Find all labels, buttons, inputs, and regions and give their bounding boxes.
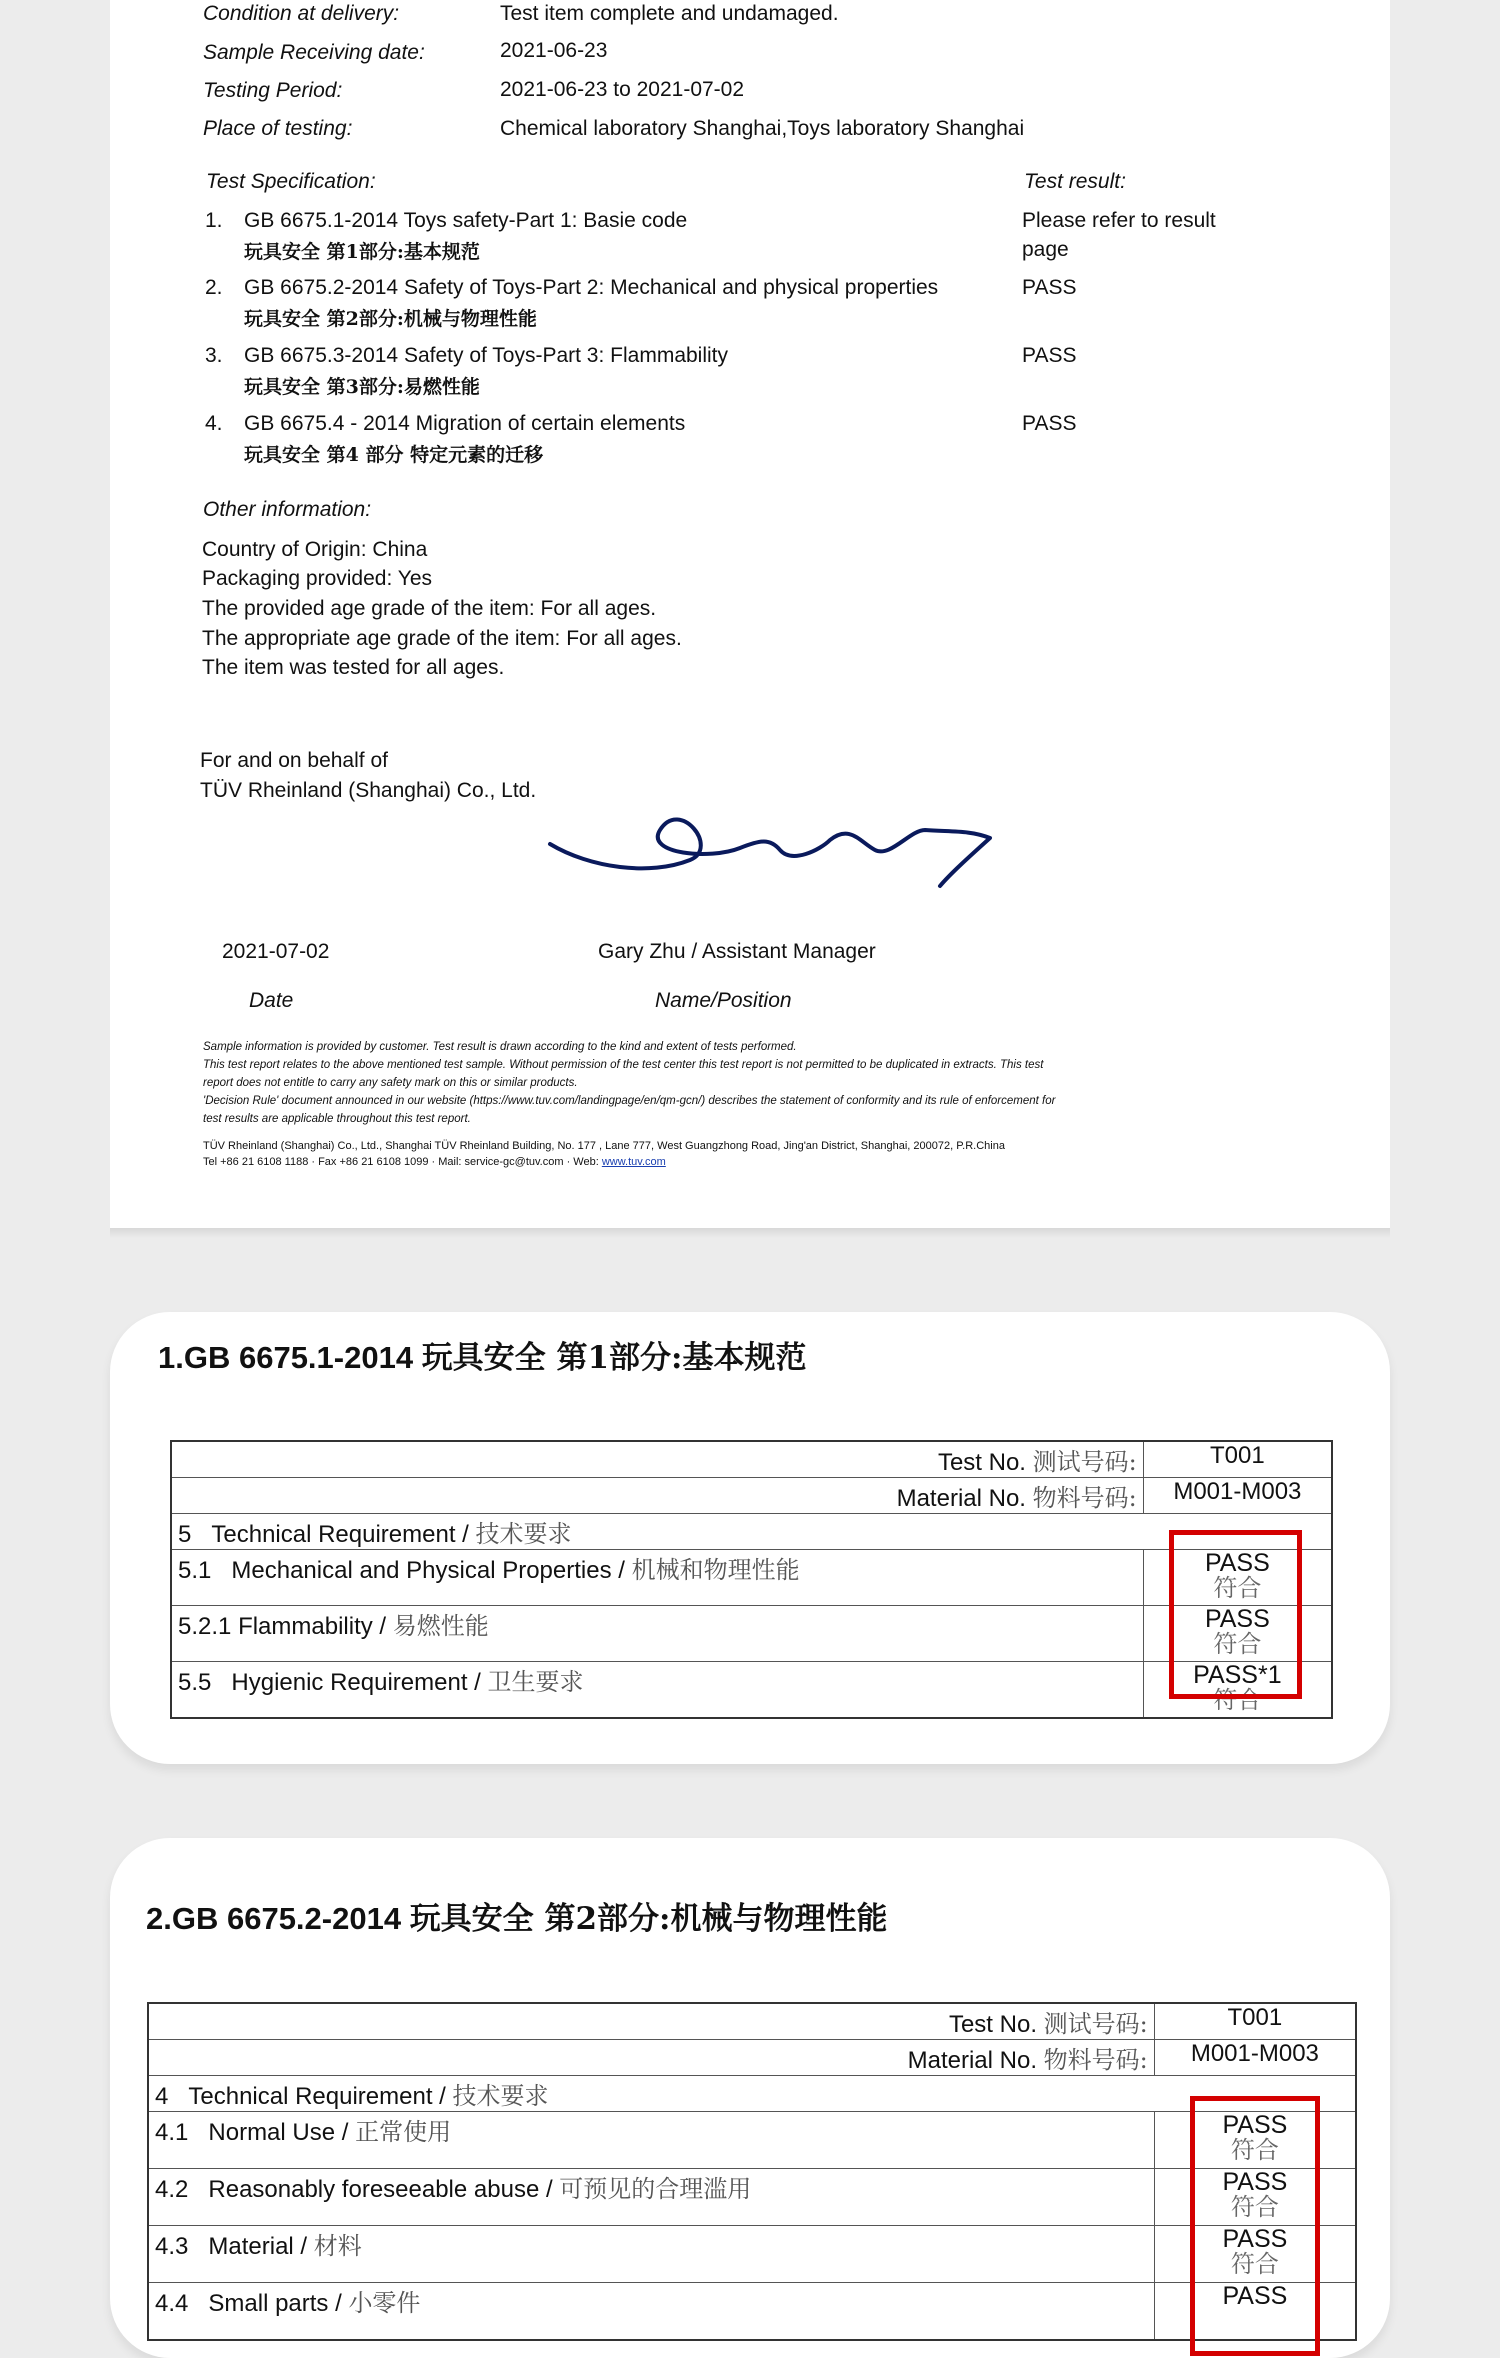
- material-row: [171, 1478, 1332, 1514]
- field-label-testing-period: Testing Period:: [203, 79, 343, 102]
- spec-result: PASS: [1022, 276, 1077, 299]
- section-title-zh: 技术要求: [475, 1520, 572, 1548]
- company-address: [203, 1138, 1005, 1170]
- table-row: [171, 1662, 1332, 1718]
- material-label: Material No.: [896, 1485, 1033, 1512]
- table-row: [171, 1606, 1332, 1662]
- result-text: PASS: [1204, 1605, 1270, 1633]
- pass-highlight-box: [1169, 1530, 1302, 1699]
- behalf-line: For and on behalf of: [200, 749, 388, 772]
- row-title: Mechanical and Physical Properties /: [231, 1557, 632, 1584]
- row-num: 4.2: [155, 2176, 189, 2203]
- row-title: Material /: [208, 2233, 314, 2260]
- spec-title: GB 6675.4 - 2014 Migration of certain elements: [244, 412, 686, 435]
- card-title-zh: 玩具安全 第2部分:机械与物理性能: [409, 1901, 888, 1937]
- material-value: M001-M003: [1154, 2040, 1356, 2076]
- disclaimer-line: report does not entitle to carry any safety mark on this or similar products.: [203, 1077, 578, 1089]
- row-title: Flammability /: [238, 1613, 393, 1640]
- spec-num: 3.: [205, 344, 223, 367]
- other-info-line: Packaging provided: Yes: [202, 567, 433, 590]
- result-text-zh: 符合: [1230, 2250, 1279, 2278]
- row-title-zh: 正常使用: [355, 2118, 452, 2146]
- test-no-label-zh: 测试号码:: [1043, 2010, 1148, 2038]
- material-label-zh: 物料号码:: [1032, 1484, 1137, 1512]
- result-text-zh: 符合: [1213, 1630, 1262, 1658]
- spec-result-cont: page: [1022, 238, 1069, 261]
- sign-date: 2021-07-02: [222, 940, 330, 963]
- test-no-label: Test No.: [948, 2011, 1044, 2038]
- row-num: 4.4: [155, 2290, 189, 2317]
- row-title-zh: 卫生要求: [487, 1668, 584, 1696]
- pass-highlight-box: [1190, 2096, 1320, 2356]
- other-info-line: The provided age grade of the item: For all ages.: [202, 597, 657, 620]
- row-title-zh: 易燃性能: [392, 1612, 489, 1640]
- field-value-testing-period: 2021-06-23 to 2021-07-02: [500, 78, 745, 101]
- result-table: [170, 1440, 1333, 1719]
- row-num: 4.1: [155, 2119, 189, 2146]
- row-num: 5.2.1: [178, 1613, 232, 1640]
- result-text-zh: 符合: [1213, 1686, 1262, 1714]
- field-label-receiving-date: Sample Receiving date:: [203, 41, 425, 64]
- sign-name: Gary Zhu / Assistant Manager: [598, 940, 876, 963]
- disclaimer-line: 'Decision Rule' document announced in our website (https://www.tuv.com/landingpage/en/qm-gcn/) describes the statement of conformity and its rule of enforcement for: [203, 1095, 1056, 1107]
- row-num: 5.1: [178, 1557, 212, 1584]
- row-title-zh: 小零件: [348, 2289, 421, 2317]
- name-caption: Name/Position: [655, 989, 792, 1012]
- other-info-line: The item was tested for all ages.: [202, 656, 505, 679]
- field-value-receiving-date: 2021-06-23: [500, 39, 608, 62]
- result-text: PASS: [1222, 2111, 1288, 2139]
- result-text: PASS*1: [1193, 1661, 1282, 1689]
- spec-title-zh: 玩具安全 第4 部分 特定元素的迁移: [244, 444, 544, 466]
- row-title: Normal Use /: [208, 2119, 356, 2146]
- section-row: [148, 2076, 1356, 2112]
- result-text: PASS: [1222, 2225, 1288, 2253]
- disclaimer: [203, 1038, 1055, 1128]
- company-name: TÜV Rheinland (Shanghai) Co., Ltd.: [200, 779, 537, 802]
- spec-title-zh: 玩具安全 第2部分:机械与物理性能: [244, 308, 537, 330]
- signature-image: [530, 790, 1020, 900]
- page-shadow: [110, 1228, 1390, 1238]
- card-title-en: 2.GB 6675.2-2014: [146, 1901, 410, 1936]
- test-no-row: [148, 2003, 1356, 2040]
- row-title: Reasonably foreseeable abuse /: [208, 2176, 560, 2203]
- section-title-zh: 技术要求: [452, 2082, 549, 2110]
- field-label-condition: Condition at delivery:: [203, 2, 400, 25]
- disclaimer-line: test results are applicable throughout this test report.: [203, 1113, 471, 1125]
- report-page: [110, 0, 1390, 1228]
- row-title-zh: 可预见的合理滥用: [559, 2175, 752, 2203]
- section-title: Technical Requirement /: [211, 1521, 476, 1548]
- spec-title-zh: 玩具安全 第3部分:易燃性能: [244, 376, 480, 398]
- table-row: [148, 2112, 1356, 2169]
- card-title-en: 1.GB 6675.1-2014: [158, 1340, 422, 1375]
- card-title: [146, 1893, 888, 1938]
- test-no-value: T001: [1154, 2003, 1356, 2040]
- field-label-place: Place of testing:: [203, 117, 353, 140]
- test-no-label: Test No.: [937, 1449, 1033, 1476]
- result-text-zh: 符合: [1213, 1574, 1262, 1602]
- result-text-zh: 符合: [1230, 2136, 1279, 2164]
- result-card-2: [110, 1838, 1390, 2358]
- test-no-label-zh: 测试号码:: [1032, 1448, 1137, 1476]
- disclaimer-line: Sample information is provided by customer. Test result is drawn according to the kind and extent of tests performed.: [203, 1041, 797, 1053]
- result-table: [147, 2002, 1357, 2341]
- spec-header: Test Specification:: [206, 170, 376, 193]
- row-num: 4.3: [155, 2233, 189, 2260]
- section-row: [171, 1514, 1332, 1550]
- result-text-zh: 符合: [1230, 2193, 1279, 2221]
- result-header: Test result:: [1024, 170, 1126, 193]
- test-no-value: T001: [1143, 1441, 1332, 1478]
- spec-num: 1.: [205, 209, 223, 232]
- spec-num: 2.: [205, 276, 223, 299]
- card-title-zh: 玩具安全 第1部分:基本规范: [421, 1340, 807, 1376]
- spec-title-zh: 玩具安全 第1部分:基本规范: [244, 241, 480, 263]
- address-line: TÜV Rheinland (Shanghai) Co., Ltd., Shanghai TÜV Rheinland Building, No. 177 , Lane 777, West Guangzhong Road, Jing'an District, Shanghai, 200072, P.R.China: [203, 1140, 1005, 1152]
- row-title-zh: 机械和物理性能: [631, 1556, 800, 1584]
- field-value-condition: Test item complete and undamaged.: [500, 2, 839, 25]
- other-info-line: Country of Origin: China: [202, 538, 428, 561]
- material-value: M001-M003: [1143, 1478, 1332, 1514]
- spec-result: Please refer to result: [1022, 209, 1216, 232]
- spec-result: PASS: [1022, 412, 1077, 435]
- result-text: PASS: [1204, 1549, 1270, 1577]
- disclaimer-line: This test report relates to the above mentioned test sample. Without permission of the test center this test report is not permitted to be duplicated in extracts. This test: [203, 1059, 1044, 1071]
- spec-title: GB 6675.3-2014 Safety of Toys-Part 3: Flammability: [244, 344, 729, 367]
- section-num: 4: [155, 2083, 169, 2110]
- spec-num: 4.: [205, 412, 223, 435]
- material-label-zh: 物料号码:: [1043, 2046, 1148, 2074]
- material-label: Material No.: [907, 2047, 1044, 2074]
- table-row: [148, 2226, 1356, 2283]
- row-num: 5.5: [178, 1669, 212, 1696]
- spec-result: PASS: [1022, 344, 1077, 367]
- result-card-1: [110, 1312, 1390, 1764]
- row-title: Hygienic Requirement /: [231, 1669, 488, 1696]
- date-caption: Date: [249, 989, 294, 1012]
- table-row: [148, 2169, 1356, 2226]
- table-row: [171, 1550, 1332, 1606]
- section-num: 5: [178, 1521, 192, 1548]
- other-info-header: Other information:: [203, 498, 372, 521]
- spec-title: GB 6675.1-2014 Toys safety-Part 1: Basie code: [244, 209, 688, 232]
- material-row: [148, 2040, 1356, 2076]
- section-title: Technical Requirement /: [188, 2083, 453, 2110]
- card-title: [158, 1332, 807, 1377]
- field-value-place: Chemical laboratory Shanghai,Toys laboratory Shanghai: [500, 117, 1025, 140]
- other-info-line: The appropriate age grade of the item: For all ages.: [202, 627, 682, 650]
- row-title: Small parts /: [208, 2290, 349, 2317]
- result-text: PASS: [1222, 2282, 1288, 2310]
- row-title-zh: 材料: [313, 2232, 362, 2260]
- table-row: [148, 2283, 1356, 2340]
- spec-title: GB 6675.2-2014 Safety of Toys-Part 2: Mechanical and physical properties: [244, 276, 939, 299]
- test-no-row: [171, 1441, 1332, 1478]
- result-text: PASS: [1222, 2168, 1288, 2196]
- website-link[interactable]: www.tuv.com: [601, 1156, 666, 1168]
- contact-line: Tel +86 21 6108 1188 · Fax +86 21 6108 1099 · Mail: service-gc@tuv.com · Web:: [203, 1156, 602, 1168]
